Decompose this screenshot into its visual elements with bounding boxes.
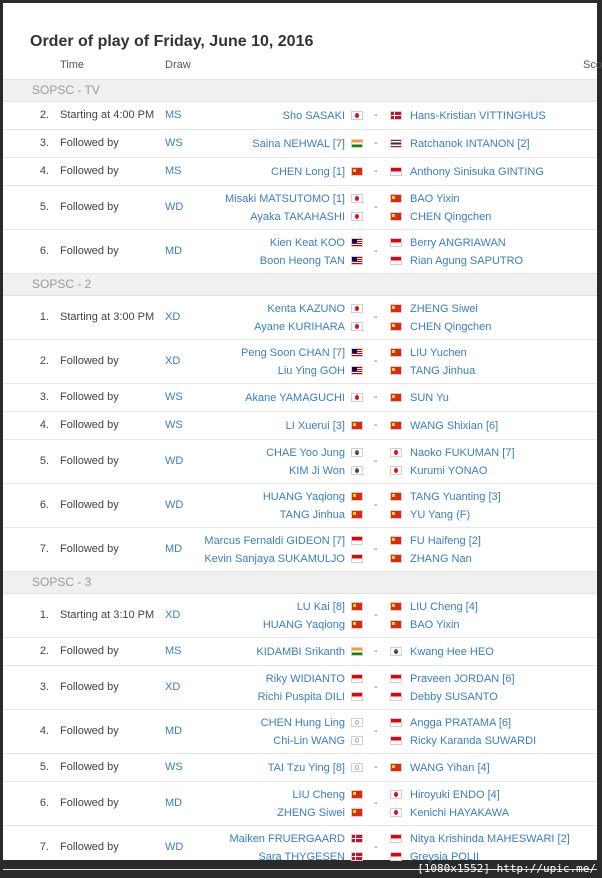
- match-number: 4.: [39, 165, 49, 177]
- player-right[interactable]: Praveen JORDAN [6]: [410, 673, 515, 685]
- player-left[interactable]: CHAE Yoo Jung: [266, 447, 345, 459]
- match-row: [3, 296, 597, 340]
- versus-dash: -: [374, 645, 378, 657]
- den-flag-icon: [351, 852, 363, 861]
- match-time: Followed by: [60, 137, 119, 149]
- player-right[interactable]: LIU Yuchen: [410, 347, 467, 359]
- player-right[interactable]: Rian Agung SAPUTRO: [410, 255, 524, 267]
- player-left[interactable]: CHEN Long [1]: [271, 166, 345, 178]
- draw-link[interactable]: MD: [165, 797, 183, 809]
- ina-flag-icon: [390, 718, 402, 727]
- match-row: [3, 594, 597, 638]
- match-time: Followed by: [60, 245, 119, 257]
- match-row: [3, 186, 597, 230]
- draw-link[interactable]: WD: [165, 499, 184, 511]
- match-number: 3.: [39, 137, 49, 149]
- player-line: [3, 136, 597, 152]
- draw-link[interactable]: MS: [165, 165, 182, 177]
- player-left[interactable]: TAI Tzu Ying [8]: [267, 762, 345, 774]
- kor-flag-icon: [351, 448, 363, 457]
- player-line: [3, 319, 597, 335]
- draw-link[interactable]: MS: [165, 109, 182, 121]
- match-number: 7.: [39, 841, 49, 853]
- ina-flag-icon: [390, 167, 402, 176]
- match-time: Starting at 3:00 PM: [60, 311, 155, 323]
- player-right[interactable]: ZHENG Siwei: [410, 303, 478, 315]
- jpn-flag-icon: [390, 808, 402, 817]
- player-line: [3, 805, 597, 821]
- versus-dash: -: [374, 311, 378, 323]
- court-header: SOPSC - TV: [3, 80, 597, 102]
- match-number: 6.: [39, 245, 49, 257]
- ina-flag-icon: [351, 536, 363, 545]
- match-time: Starting at 3:10 PM: [60, 609, 155, 621]
- player-right[interactable]: WANG Yihan [4]: [410, 762, 490, 774]
- tpe-flag-icon: [351, 736, 363, 745]
- ina-flag-icon: [390, 238, 402, 247]
- player-left[interactable]: Peng Soon CHAN [7]: [241, 347, 345, 359]
- draw-column-header[interactable]: Draw: [165, 59, 191, 71]
- match-time: Followed by: [60, 499, 119, 511]
- match-time: Followed by: [60, 391, 119, 403]
- jpn-flag-icon: [390, 790, 402, 799]
- mas-flag-icon: [351, 256, 363, 265]
- player-right[interactable]: CHEN Qingchen: [410, 211, 492, 223]
- chn-flag-icon: [351, 421, 363, 430]
- chn-flag-icon: [390, 393, 402, 402]
- order-of-play-page: [3, 3, 602, 863]
- player-right[interactable]: Kenichi HAYAKAWA: [410, 807, 510, 819]
- player-line: [3, 507, 597, 523]
- watermark: [1080x1552] http://upic.me/: [417, 862, 596, 875]
- draw-link[interactable]: XD: [165, 609, 181, 621]
- versus-dash: -: [374, 201, 378, 213]
- jpn-flag-icon: [351, 304, 363, 313]
- player-line: [3, 191, 597, 207]
- chn-flag-icon: [390, 212, 402, 221]
- player-right[interactable]: LIU Cheng [4]: [410, 601, 478, 613]
- player-left[interactable]: Akane YAMAGUCHI: [245, 392, 345, 404]
- player-left[interactable]: LI Xuerui [3]: [285, 420, 345, 432]
- player-line: [3, 301, 597, 317]
- player-left[interactable]: Chi-Lin WANG: [273, 735, 345, 747]
- player-left[interactable]: KIDAMBI Srikanth: [256, 646, 345, 658]
- ina-flag-icon: [390, 834, 402, 843]
- player-left[interactable]: CHEN Hung Ling: [260, 717, 345, 729]
- match-row: [3, 340, 597, 384]
- match-row: [3, 484, 597, 528]
- time-column-header[interactable]: Time: [60, 59, 85, 71]
- match-time: Followed by: [60, 797, 119, 809]
- chn-flag-icon: [390, 620, 402, 629]
- match-number: 3.: [39, 681, 49, 693]
- match-time: Followed by: [60, 201, 119, 213]
- draw-link[interactable]: WD: [165, 201, 184, 213]
- chn-flag-icon: [390, 554, 402, 563]
- match-number: 1.: [39, 609, 49, 621]
- match-row: [3, 130, 597, 158]
- court-header: SOPSC - 3: [3, 572, 597, 594]
- player-right[interactable]: BAO Yixin: [410, 193, 460, 205]
- versus-dash: -: [374, 109, 378, 121]
- player-line: [3, 617, 597, 633]
- chn-flag-icon: [390, 510, 402, 519]
- ina-flag-icon: [351, 554, 363, 563]
- match-time: Followed by: [60, 455, 119, 467]
- draw-link[interactable]: MS: [165, 645, 182, 657]
- player-right[interactable]: Anthony Sinisuka GINTING: [410, 166, 544, 178]
- match-number: 1.: [39, 311, 49, 323]
- draw-link[interactable]: XD: [165, 311, 181, 323]
- match-number: 3.: [39, 391, 49, 403]
- chn-flag-icon: [390, 763, 402, 772]
- ina-flag-icon: [351, 674, 363, 683]
- chn-flag-icon: [351, 790, 363, 799]
- den-flag-icon: [351, 834, 363, 843]
- player-right[interactable]: Kurumi YONAO: [410, 465, 488, 477]
- chn-flag-icon: [351, 808, 363, 817]
- player-left[interactable]: Boon Heong TAN: [259, 255, 345, 267]
- player-right[interactable]: BAO Yixin: [410, 619, 460, 631]
- player-left[interactable]: Saina NEHWAL [7]: [252, 138, 345, 150]
- player-line: [3, 733, 597, 749]
- player-left[interactable]: Kevin Sanjaya SUKAMULJO: [204, 553, 345, 565]
- den-flag-icon: [390, 111, 402, 120]
- match-number: 5.: [39, 201, 49, 213]
- draw-link[interactable]: WS: [165, 419, 183, 431]
- kor-flag-icon: [390, 647, 402, 656]
- player-line: [3, 689, 597, 705]
- match-time: Followed by: [60, 725, 119, 737]
- court-header: SOPSC - 2: [3, 274, 597, 296]
- chn-flag-icon: [390, 304, 402, 313]
- chn-flag-icon: [390, 536, 402, 545]
- versus-dash: -: [374, 609, 378, 621]
- draw-link[interactable]: XD: [165, 681, 181, 693]
- match-row: [3, 412, 597, 440]
- player-line: [3, 489, 597, 505]
- match-number: 2.: [39, 645, 49, 657]
- chn-flag-icon: [390, 492, 402, 501]
- player-line: [3, 164, 597, 180]
- jpn-flag-icon: [351, 393, 363, 402]
- chn-flag-icon: [351, 492, 363, 501]
- match-row: [3, 158, 597, 186]
- player-right[interactable]: WANG Shixian [6]: [410, 420, 499, 432]
- draw-link[interactable]: WD: [165, 455, 184, 467]
- ind-flag-icon: [351, 139, 363, 148]
- player-right[interactable]: TANG Yuanting [3]: [410, 491, 501, 503]
- jpn-flag-icon: [390, 466, 402, 475]
- ina-flag-icon: [351, 692, 363, 701]
- match-row: [3, 710, 597, 754]
- draw-link[interactable]: WS: [165, 137, 183, 149]
- player-line: [3, 209, 597, 225]
- match-number: 4.: [39, 419, 49, 431]
- draw-link[interactable]: MD: [165, 543, 183, 555]
- match-time: Followed by: [60, 681, 119, 693]
- player-right[interactable]: Ricky Karanda SUWARDI: [410, 735, 537, 747]
- tpe-flag-icon: [351, 763, 363, 772]
- match-row: [3, 638, 597, 666]
- match-time: Followed by: [60, 355, 119, 367]
- match-time: Followed by: [60, 761, 119, 773]
- player-right[interactable]: Berry ANGRIAWAN: [410, 237, 506, 249]
- versus-dash: -: [374, 137, 378, 149]
- match-row: [3, 528, 597, 572]
- versus-dash: -: [374, 797, 378, 809]
- player-line: [3, 715, 597, 731]
- player-line: [3, 599, 597, 615]
- player-left[interactable]: TANG Jinhua: [279, 509, 345, 521]
- player-right[interactable]: ZHANG Nan: [410, 553, 472, 565]
- ina-flag-icon: [390, 674, 402, 683]
- chn-flag-icon: [351, 510, 363, 519]
- score-column-header[interactable]: Sco: [583, 59, 602, 71]
- ina-flag-icon: [390, 692, 402, 701]
- ina-flag-icon: [390, 736, 402, 745]
- chn-flag-icon: [390, 322, 402, 331]
- player-line: [3, 108, 597, 124]
- match-number: 4.: [39, 725, 49, 737]
- mas-flag-icon: [351, 238, 363, 247]
- draw-link[interactable]: MD: [165, 725, 183, 737]
- match-row: [3, 384, 597, 412]
- player-right[interactable]: Greysia POLII: [410, 851, 480, 863]
- player-left[interactable]: Riky WIDIANTO: [265, 673, 345, 685]
- jpn-flag-icon: [351, 194, 363, 203]
- match-time: Followed by: [60, 419, 119, 431]
- player-left[interactable]: Sara THYGESEN: [258, 851, 345, 863]
- versus-dash: -: [374, 681, 378, 693]
- chn-flag-icon: [390, 366, 402, 375]
- player-right[interactable]: Ratchanok INTANON [2]: [410, 138, 530, 150]
- player-right[interactable]: TANG Jinhua: [410, 365, 476, 377]
- player-line: [3, 463, 597, 479]
- player-line: [3, 533, 597, 549]
- match-row: [3, 666, 597, 710]
- player-right[interactable]: YU Yang (F): [410, 509, 471, 521]
- match-row: [3, 782, 597, 826]
- player-left[interactable]: KIM Ji Won: [288, 465, 345, 477]
- player-line: [3, 253, 597, 269]
- player-right[interactable]: FU Haifeng [2]: [410, 535, 481, 547]
- player-line: [3, 345, 597, 361]
- draw-link[interactable]: WD: [165, 841, 184, 853]
- match-number: 6.: [39, 797, 49, 809]
- match-row: [3, 440, 597, 484]
- page-title: Order of play of Friday, June 10, 2016: [30, 33, 314, 50]
- player-line: [3, 831, 597, 847]
- player-left[interactable]: Kien Keat KOO: [269, 237, 345, 249]
- ina-flag-icon: [390, 852, 402, 861]
- jpn-flag-icon: [390, 448, 402, 457]
- match-time: Followed by: [60, 841, 119, 853]
- player-line: [3, 235, 597, 251]
- ina-flag-icon: [390, 256, 402, 265]
- player-right[interactable]: Debby SUSANTO: [410, 691, 498, 703]
- player-line: [3, 390, 597, 406]
- tha-flag-icon: [390, 139, 402, 148]
- draw-link[interactable]: MD: [165, 245, 183, 257]
- player-left[interactable]: Ayane KURIHARA: [254, 321, 345, 333]
- versus-dash: -: [374, 455, 378, 467]
- column-headers: [3, 55, 602, 80]
- player-line: [3, 445, 597, 461]
- player-line: [3, 363, 597, 379]
- player-right[interactable]: Hiroyuki ENDO [4]: [410, 789, 500, 801]
- player-right[interactable]: Hans-Kristian VITTINGHUS: [410, 110, 546, 122]
- player-line: [3, 671, 597, 687]
- chn-flag-icon: [351, 620, 363, 629]
- versus-dash: -: [374, 245, 378, 257]
- player-left[interactable]: Richi Puspita DILI: [257, 691, 345, 703]
- chn-flag-icon: [351, 602, 363, 611]
- versus-dash: -: [374, 391, 378, 403]
- player-right[interactable]: Nitya Krishinda MAHESWARI [2]: [410, 833, 570, 845]
- player-right[interactable]: CHEN Qingchen: [410, 321, 492, 333]
- mas-flag-icon: [351, 366, 363, 375]
- versus-dash: -: [374, 841, 378, 853]
- chn-flag-icon: [390, 421, 402, 430]
- versus-dash: -: [374, 543, 378, 555]
- mas-flag-icon: [351, 348, 363, 357]
- match-time: Followed by: [60, 645, 119, 657]
- match-number: 6.: [39, 499, 49, 511]
- versus-dash: -: [374, 499, 378, 511]
- draw-link[interactable]: WS: [165, 761, 183, 773]
- match-row: [3, 102, 597, 130]
- match-row: [3, 230, 597, 274]
- player-line: [3, 644, 597, 660]
- draw-link[interactable]: XD: [165, 355, 181, 367]
- match-time: Followed by: [60, 543, 119, 555]
- jpn-flag-icon: [351, 322, 363, 331]
- kor-flag-icon: [351, 466, 363, 475]
- match-time: Followed by: [60, 165, 119, 177]
- match-time: Starting at 4:00 PM: [60, 109, 155, 121]
- player-left[interactable]: Marcus Fernaldi GIDEON [7]: [204, 535, 345, 547]
- player-left[interactable]: LIU Cheng: [292, 789, 345, 801]
- match-row: [3, 754, 597, 782]
- player-left[interactable]: Kenta KAZUNO: [267, 303, 345, 315]
- player-right[interactable]: SUN Yu: [410, 392, 449, 404]
- player-right[interactable]: Naoko FUKUMAN [7]: [410, 447, 515, 459]
- player-left[interactable]: HUANG Yaqiong: [262, 619, 345, 631]
- match-number: 2.: [39, 355, 49, 367]
- player-left[interactable]: Sho SASAKI: [282, 110, 345, 122]
- player-left[interactable]: Ayaka TAKAHASHI: [250, 211, 345, 223]
- player-left[interactable]: LU Kai [8]: [296, 601, 345, 613]
- player-left[interactable]: Maiken FRUERGAARD: [229, 833, 345, 845]
- player-right[interactable]: Angga PRATAMA [6]: [410, 717, 512, 729]
- player-line: [3, 551, 597, 567]
- player-left[interactable]: Misaki MATSUTOMO [1]: [225, 193, 345, 205]
- versus-dash: -: [374, 355, 378, 367]
- ind-flag-icon: [351, 647, 363, 656]
- jpn-flag-icon: [351, 212, 363, 221]
- player-right[interactable]: Kwang Hee HEO: [410, 646, 494, 658]
- jpn-flag-icon: [351, 111, 363, 120]
- chn-flag-icon: [390, 602, 402, 611]
- versus-dash: -: [374, 725, 378, 737]
- versus-dash: -: [374, 419, 378, 431]
- chn-flag-icon: [390, 194, 402, 203]
- player-left[interactable]: ZHENG Siwei: [277, 807, 345, 819]
- player-left[interactable]: Liu Ying GOH: [277, 365, 345, 377]
- player-left[interactable]: HUANG Yaqiong: [262, 491, 345, 503]
- chn-flag-icon: [390, 348, 402, 357]
- tpe-flag-icon: [351, 718, 363, 727]
- player-line: [3, 787, 597, 803]
- versus-dash: -: [374, 165, 378, 177]
- draw-link[interactable]: WS: [165, 391, 183, 403]
- match-number: 5.: [39, 455, 49, 467]
- player-line: [3, 760, 597, 776]
- chn-flag-icon: [351, 167, 363, 176]
- match-number: 2.: [39, 109, 49, 121]
- match-number: 7.: [39, 543, 49, 555]
- player-line: [3, 418, 597, 434]
- match-number: 5.: [39, 761, 49, 773]
- versus-dash: -: [374, 761, 378, 773]
